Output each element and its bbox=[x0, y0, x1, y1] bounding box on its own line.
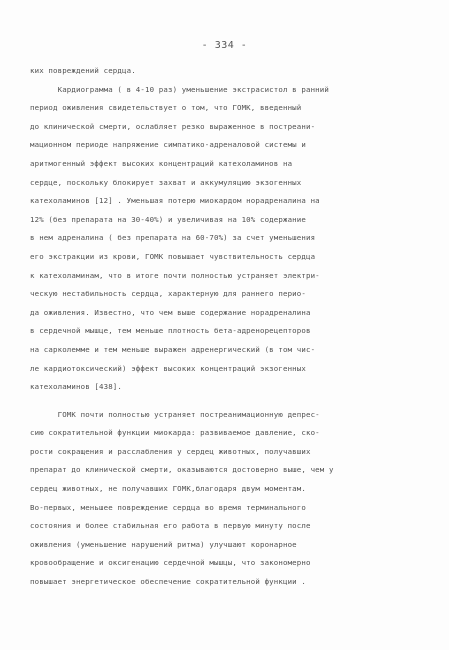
text-line: период оживления свидетельствует о том, что ГОМК, введенный bbox=[30, 103, 302, 113]
text-line: к катехоламинам, что в итоге почти полностью устраняет электри- bbox=[30, 270, 320, 280]
text-line: ле кардиотоксический) эффект высоких концентраций экзогенных bbox=[30, 363, 306, 373]
text-line: катехоламинов [12] . Уменьшая потерю миокардом норадреналина на bbox=[30, 196, 320, 206]
text-line: 12% (без препарата на 30-40%) и увеличивая на 10% содержание bbox=[30, 214, 306, 224]
text-line: в сердечной мышце, тем меньше плотность бета-адренорецепторов bbox=[30, 326, 311, 336]
text-line: препарат до клинической смерти, оказываются достоверно выше, чем у bbox=[30, 465, 334, 475]
text-line: Во-первых, меньшее повреждение сердца во время терминального bbox=[30, 502, 306, 512]
text-line: рости сокращения и расслабления у сердец животных, получавших bbox=[30, 446, 311, 456]
text-line: в нем адреналина ( без препарата на 60-70%) за счет уменьшения bbox=[30, 233, 316, 243]
text-line: Кардиограмма ( в 4-10 раз) уменьшение экстрасистол в ранний bbox=[30, 84, 329, 94]
text-line: кровообращение и оксигенацию сердечной мышцы, что закономерно bbox=[30, 558, 311, 568]
text-line: до клинической смерти, ослабляет резко выраженное в постреани- bbox=[30, 121, 316, 131]
text-line: аритмогенный эффект высоких концентраций катехоламинов на bbox=[30, 158, 293, 168]
text-line: сию сократительной функции миокарда: развиваемое давление, ско- bbox=[30, 428, 320, 438]
text-line: его экстракции из крови, ГОМК повышает чувствительность сердца bbox=[30, 251, 316, 261]
text-line: повышает энергетическое обеспечение сократительной функции . bbox=[30, 577, 306, 587]
text-line: ких повреждений сердца. bbox=[30, 66, 136, 75]
text-line: сердец животных, не получавших ГОМК,благодаря двум моментам. bbox=[30, 484, 306, 494]
text-line: мационном периоде напряжение симпатико-адреналовой системы и bbox=[30, 140, 306, 150]
text-line: сердце, поскольку блокирует захват и аккумуляцию экзогенных bbox=[30, 177, 302, 187]
body-text bbox=[30, 62, 422, 592]
page-number: - 334 - bbox=[201, 40, 248, 51]
text-line: катехоламинов [438]. bbox=[30, 382, 122, 392]
text-line: ческую нестабильность сердца, характерную для раннего перио- bbox=[30, 289, 306, 299]
text-line: на сарколемме и тем меньше выражен адренергический (в том чис- bbox=[30, 344, 316, 354]
text-line: ГОМК почти полностью устраняет постреанимационную депрес- bbox=[30, 409, 320, 419]
text-line: да оживления. Известно, что чем выше содержание норадреналина bbox=[30, 307, 311, 317]
text-line: оживления (уменьшение нарушений ритма) улучшают коронарное bbox=[30, 539, 297, 549]
text-line: состояния и более стабильная его работа в первую минуту после bbox=[30, 521, 311, 531]
